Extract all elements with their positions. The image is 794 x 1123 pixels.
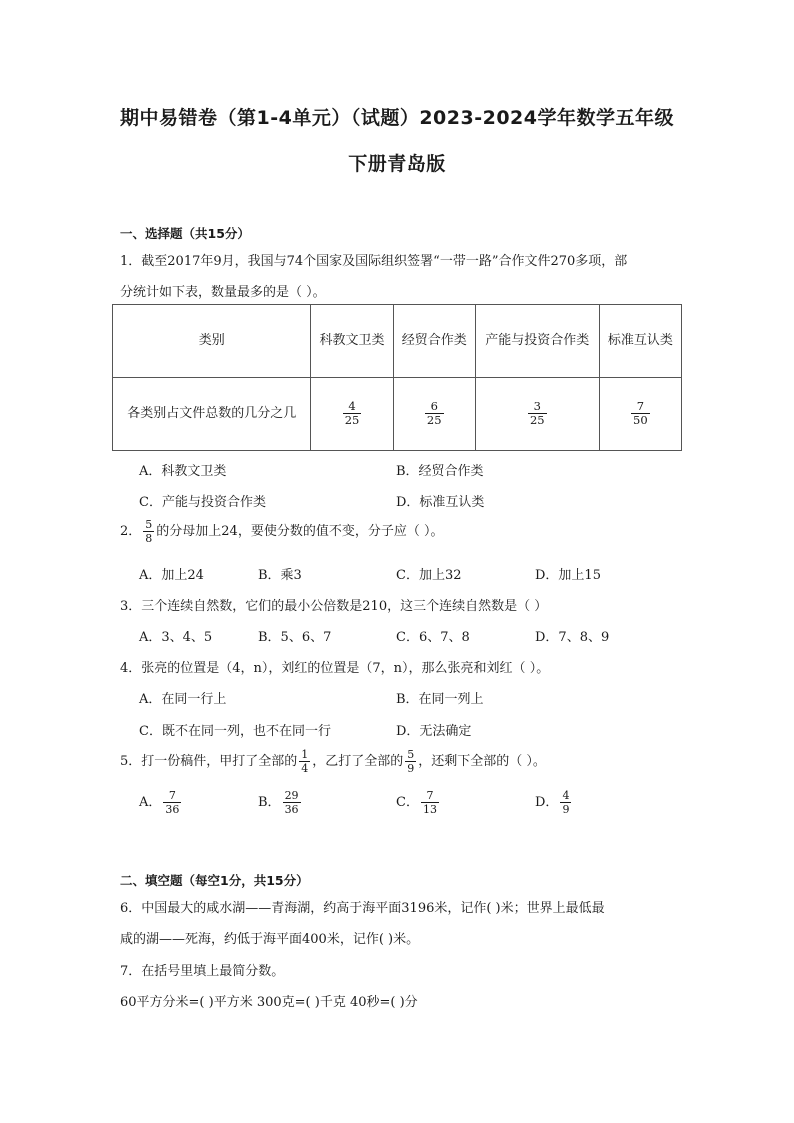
option-label: B．	[258, 795, 281, 810]
table-header-label: 类别	[113, 305, 311, 378]
q1-text-line2: 分统计如下表，数量最多的是（ ）。	[120, 285, 326, 300]
q7-text-line2: 60平方分米=( )平方米 300克=( )千克 40秒=( )分	[120, 995, 418, 1010]
table-row	[113, 378, 682, 451]
q1-option-b[interactable]: B．经贸合作类	[396, 464, 484, 479]
fraction-denominator: 9	[562, 803, 570, 816]
fraction-numerator: 1	[301, 748, 309, 761]
q4-text: 4．张亮的位置是（4，n），刘红的位置是（7，n），那么张亮和刘红（ ）。	[120, 661, 550, 676]
q7-text-line1: 7．在括号里填上最简分数。	[120, 964, 285, 979]
q3-option-a[interactable]: A．3、4、5	[139, 630, 213, 645]
q5-part1: 5．打一份稿件，甲打了全部的	[120, 754, 298, 769]
q2-option-c[interactable]: C．加上32	[396, 568, 462, 583]
q2-option-b[interactable]: B．乘3	[258, 568, 302, 583]
option-label: A．	[139, 795, 162, 810]
q3-text: 3．三个连续自然数，它们的最小公倍数是210，这三个连续自然数是（ ）	[120, 599, 548, 614]
q5-option-d[interactable]	[535, 789, 573, 816]
q4-option-a[interactable]: A．在同一行上	[139, 692, 227, 707]
option-label: C．	[396, 795, 419, 810]
fraction-numerator: 29	[284, 789, 299, 802]
table-col-header: 经贸合作类	[393, 305, 475, 378]
fraction-denominator: 13	[422, 803, 437, 816]
fraction-numerator: 6	[430, 399, 438, 413]
q5-option-b[interactable]	[258, 789, 303, 816]
fraction-numerator: 5	[145, 518, 153, 531]
fraction-numerator: 7	[426, 789, 434, 802]
q4-option-d[interactable]: D．无法确定	[396, 724, 472, 739]
q1-text-line1: 1．截至2017年9月，我国与74个国家及国际组织签署“一带一路”合作文件270多项，部	[120, 254, 628, 269]
q1-option-d[interactable]: D．标准互认类	[396, 495, 485, 510]
table-row	[113, 305, 682, 378]
fraction-numerator: 4	[348, 399, 356, 413]
q5-part3: ，还剩下全部的（ ）。	[418, 754, 546, 769]
page-subtitle: 下册青岛版	[348, 153, 446, 175]
q5-text	[120, 748, 546, 775]
q4-option-b[interactable]: B．在同一列上	[396, 692, 484, 707]
table-cell-fraction	[311, 378, 393, 451]
fraction-denominator: 36	[284, 803, 299, 816]
fraction-denominator: 4	[301, 762, 309, 775]
q5-part2: ，乙打了全部的	[312, 754, 404, 769]
table-col-header: 产能与投资合作类	[475, 305, 599, 378]
q2-option-d[interactable]: D．加上15	[535, 568, 601, 583]
fraction-denominator: 25	[426, 413, 442, 427]
table-cell-fraction	[599, 378, 681, 451]
fraction-numerator: 4	[562, 789, 570, 802]
q5-option-c[interactable]	[396, 789, 441, 816]
q6-text-line2: 咸的湖——死海，约低于海平面400米，记作( )米。	[120, 932, 420, 947]
table-col-header: 科教文卫类	[311, 305, 393, 378]
q1-option-c[interactable]: C．产能与投资合作类	[139, 495, 266, 510]
option-label: D．	[535, 795, 559, 810]
section-heading-fill: 二、填空题（每空1分，共15分）	[120, 873, 309, 888]
q1-option-a[interactable]: A．科教文卫类	[139, 464, 227, 479]
table-cell-fraction	[475, 378, 599, 451]
fraction-numerator: 7	[168, 789, 176, 802]
q2-text	[120, 518, 443, 545]
fraction-denominator: 25	[344, 413, 360, 427]
q3-option-d[interactable]: D．7、8、9	[535, 630, 610, 645]
fraction-numerator: 5	[407, 748, 415, 761]
fraction-numerator: 3	[533, 399, 541, 413]
fraction-denominator: 50	[633, 413, 648, 427]
q2-prefix: 2．	[120, 524, 142, 539]
q4-option-c[interactable]: C．既不在同一列，也不在同一行	[139, 724, 331, 739]
table-col-header: 标准互认类	[599, 305, 681, 378]
fraction-denominator: 25	[529, 413, 545, 427]
q3-option-b[interactable]: B．5、6、7	[258, 630, 332, 645]
q6-text-line1: 6．中国最大的咸水湖——青海湖，约高于海平面3196米，记作( )米；世界上最低最	[120, 901, 605, 916]
fraction-numerator: 7	[636, 399, 645, 413]
q5-option-a[interactable]	[139, 789, 183, 816]
table-cell-fraction	[393, 378, 475, 451]
q2-option-a[interactable]: A．加上24	[139, 568, 204, 583]
fraction-denominator: 8	[145, 532, 153, 545]
table-row-label: 各类别占文件总数的几分之几	[113, 378, 311, 451]
q3-option-c[interactable]: C．6、7、8	[396, 630, 470, 645]
q1-data-table	[112, 304, 682, 451]
fraction-denominator: 36	[165, 803, 180, 816]
fraction-denominator: 9	[407, 762, 415, 775]
page-title: 期中易错卷（第1-4单元）（试题）2023-2024学年数学五年级	[120, 107, 674, 129]
q2-suffix: 的分母加上24，要使分数的值不变，分子应（ ）。	[156, 524, 444, 539]
section-heading-choice: 一、选择题（共15分）	[120, 226, 250, 241]
